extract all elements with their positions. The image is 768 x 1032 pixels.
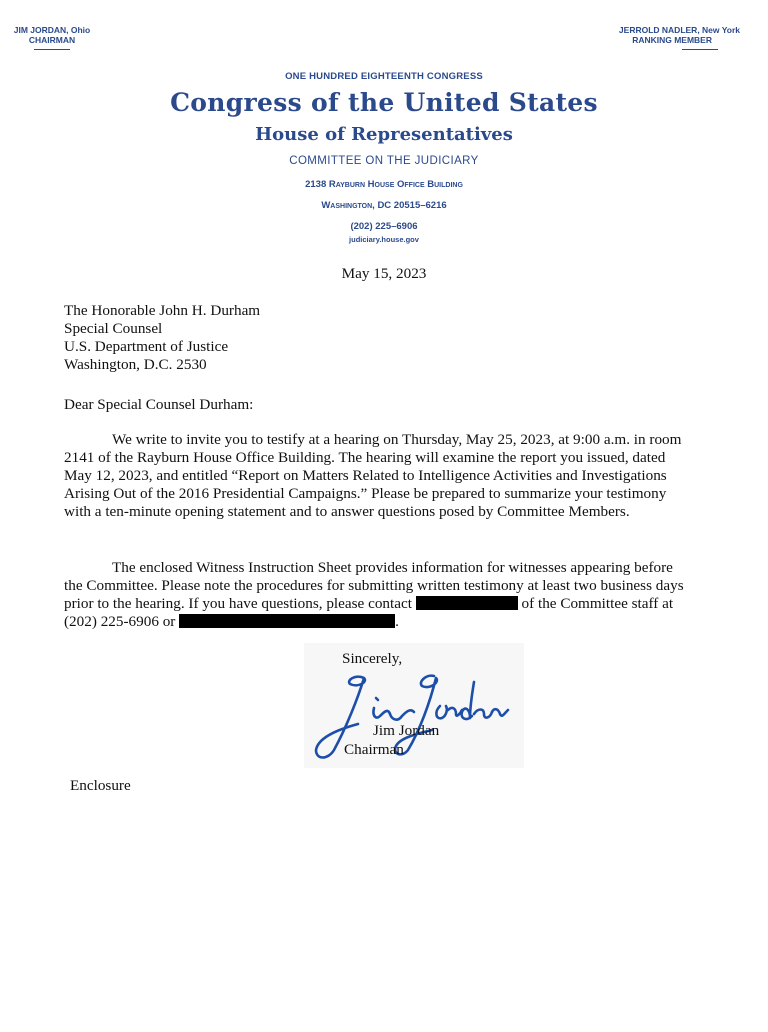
ranking-member-divider	[682, 49, 718, 50]
congress-number: ONE HUNDRED EIGHTEENTH CONGRESS	[285, 71, 483, 82]
office-city: Washington, DC 20515–6216	[321, 200, 447, 211]
paragraph-invitation-text: We write to invite you to testify at a hearing on Thursday, May 25, 2023, at 9:00 a.m. in room 2141 of the Rayburn House Office Building. The hearing will examine the report you issued, dated May 12, 2023, and entitled “Report on Matters Related to Intelligence Activities and Investigations Arising Out of the 2016 Presidential Campaigns.” Please be prepared to summarize your testimony with a ten-minute opening statement and to answer questions posed by Committee Members.	[64, 431, 682, 520]
paragraph-invitation	[64, 431, 684, 521]
office-phone: (202) 225–6906	[350, 221, 418, 232]
congress-title: Congress of the United States	[170, 88, 598, 117]
signer-title: Chairman	[344, 741, 404, 758]
chairman-role: CHAIRMAN	[28, 35, 76, 45]
chairman-name: JIM JORDAN, Ohio	[13, 25, 91, 35]
addressee-line: U.S. Department of Justice	[64, 338, 229, 355]
paragraph-instructions-end: .	[395, 613, 399, 630]
salutation: Dear Special Counsel Durham:	[64, 396, 254, 413]
office-address: 2138 Rayburn House Office Building	[305, 179, 463, 190]
committee-website: judiciary.house.gov	[349, 235, 419, 244]
committee-name: COMMITTEE ON THE JUDICIARY	[289, 155, 479, 167]
addressee-block	[64, 302, 260, 374]
addressee-line: Washington, D.C. 2530	[64, 356, 207, 373]
letter-date: May 15, 2023	[341, 265, 427, 282]
house-title: House of Representatives	[255, 124, 513, 145]
signer-name: Jim Jordan	[373, 722, 440, 739]
enclosure-note: Enclosure	[70, 777, 131, 794]
chairman-divider	[34, 49, 70, 50]
addressee-line: The Honorable John H. Durham	[64, 302, 261, 319]
ranking-member-name: JERROLD NADLER, New York	[618, 25, 740, 35]
redacted-staff-email	[179, 614, 395, 628]
chairman-header-block	[12, 25, 92, 50]
ranking-member-role: RANKING MEMBER	[632, 35, 712, 45]
redacted-staff-name	[416, 596, 518, 610]
paragraph-instructions	[64, 559, 684, 631]
handwritten-signature	[306, 668, 521, 768]
closing: Sincerely,	[342, 650, 403, 667]
paragraph-instructions-text: The enclosed Witness Instruction Sheet provides information for witnesses appearing before the Committee. Please note the procedures for submitting written testimony at least two business days prior to the hearing. If you have questions, please contact	[64, 559, 684, 612]
addressee-line: Special Counsel	[64, 320, 163, 337]
paragraph-instructions-text-2: of the Committee staff at (202) 225-6906 or	[64, 595, 674, 630]
ranking-member-header-block	[614, 25, 740, 50]
